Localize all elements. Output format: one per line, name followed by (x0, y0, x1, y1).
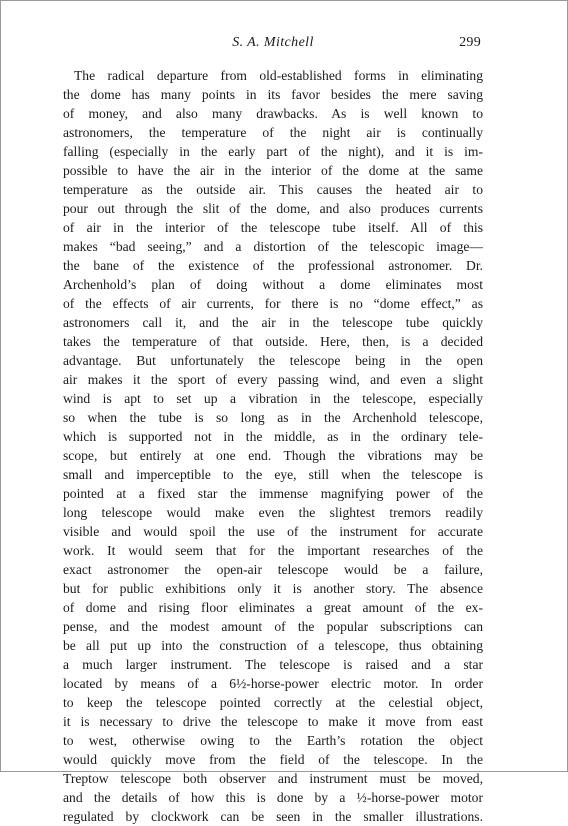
text-line: small and imperceptible to the eye, still when the telescope is (63, 467, 483, 482)
text-line: Treptow telescope both observer and instrument must be moved, (63, 771, 483, 786)
text-line: to keep the telescope pointed correctly at the celestial object, (63, 695, 483, 710)
text-line: temperature as the outside air. This causes the heated air to (63, 182, 483, 197)
text-line: work. It would seem that for the important researches of the (63, 543, 483, 558)
text-line: would quickly move from the field of the telescope. In the (63, 752, 483, 767)
text-line: so when the tube is so long as in the Archenhold telescope, (63, 410, 483, 425)
text-line: and the details of how this is done by a ½-horse-power motor (63, 790, 483, 805)
text-line: the dome has many points in its favor besides the mere saving (63, 87, 483, 102)
text-line: of air in the interior of the telescope tube itself. All of this (63, 220, 483, 235)
text-line: visible and would spoil the use of the instrument for accurate (63, 524, 483, 539)
text-line: it is necessary to drive the telescope to make it move from east (63, 714, 483, 729)
text-line: astronomers call it, and the air in the telescope tube quickly (63, 315, 483, 330)
text-line: makes “bad seeing,” and a distortion of the telescopic image— (63, 239, 483, 254)
page-number: 299 (459, 35, 481, 50)
text-line: a much larger instrument. The telescope is raised and a star (63, 657, 483, 672)
text-line: to west, otherwise owing to the Earth’s rotation the object (63, 733, 483, 748)
text-line: scope, but entirely at one end. Though the vibrations may be (63, 448, 483, 463)
text-line: long telescope would make even the slightest tremors readily (63, 505, 483, 520)
body-paragraph (63, 66, 483, 826)
text-line: Archenhold’s plan of doing without a dome eliminates most (63, 277, 483, 292)
running-head-author: S. A. Mitchell (232, 35, 314, 50)
text-line: be all put up into the construction of a telescope, thus obtaining (63, 638, 483, 653)
text-line: which is supported not in the middle, as in the ordinary tele- (63, 429, 483, 444)
text-line: regulated by clockwork can be seen in the smaller illustrations. (63, 809, 483, 824)
text-line: wind is apt to set up a vibration in the telescope, especially (63, 391, 483, 406)
text-line: pense, and the modest amount of the popular subscriptions can (63, 619, 483, 634)
text-line: astronomers, the temperature of the night air is continually (63, 125, 483, 140)
text-line: pour out through the slit of the dome, and also produces currents (63, 201, 483, 216)
text-line: advantage. But unfortunately the telescope being in the open (63, 353, 483, 368)
text-line: of dome and rising floor eliminates a great amount of the ex- (63, 600, 483, 615)
text-line: falling (especially in the early part of the night), and it is im- (63, 144, 483, 159)
text-line: the bane of the existence of the professional astronomer. Dr. (63, 258, 483, 273)
running-head (61, 35, 485, 53)
text-line: of the effects of air currents, for there is no “dome effect,” as (63, 296, 483, 311)
text-line: exact astronomer the open-air telescope would be a failure, (63, 562, 483, 577)
text-line: pointed at a fixed star the immense magnifying power of the (63, 486, 483, 501)
text-line: located by means of a 6½-horse-power electric motor. In order (63, 676, 483, 691)
text-line: of money, and also many drawbacks. As is well known to (63, 106, 483, 121)
text-line: possible to have the air in the interior of the dome at the same (63, 163, 483, 178)
text-line: air makes it the sport of every passing wind, and even a slight (63, 372, 483, 387)
text-line: but for public exhibitions only it is another story. The absence (63, 581, 483, 596)
text-line: takes the temperature of that outside. Here, then, is a decided (63, 334, 483, 349)
text-line: The radical departure from old-established forms in eliminating (74, 68, 483, 83)
